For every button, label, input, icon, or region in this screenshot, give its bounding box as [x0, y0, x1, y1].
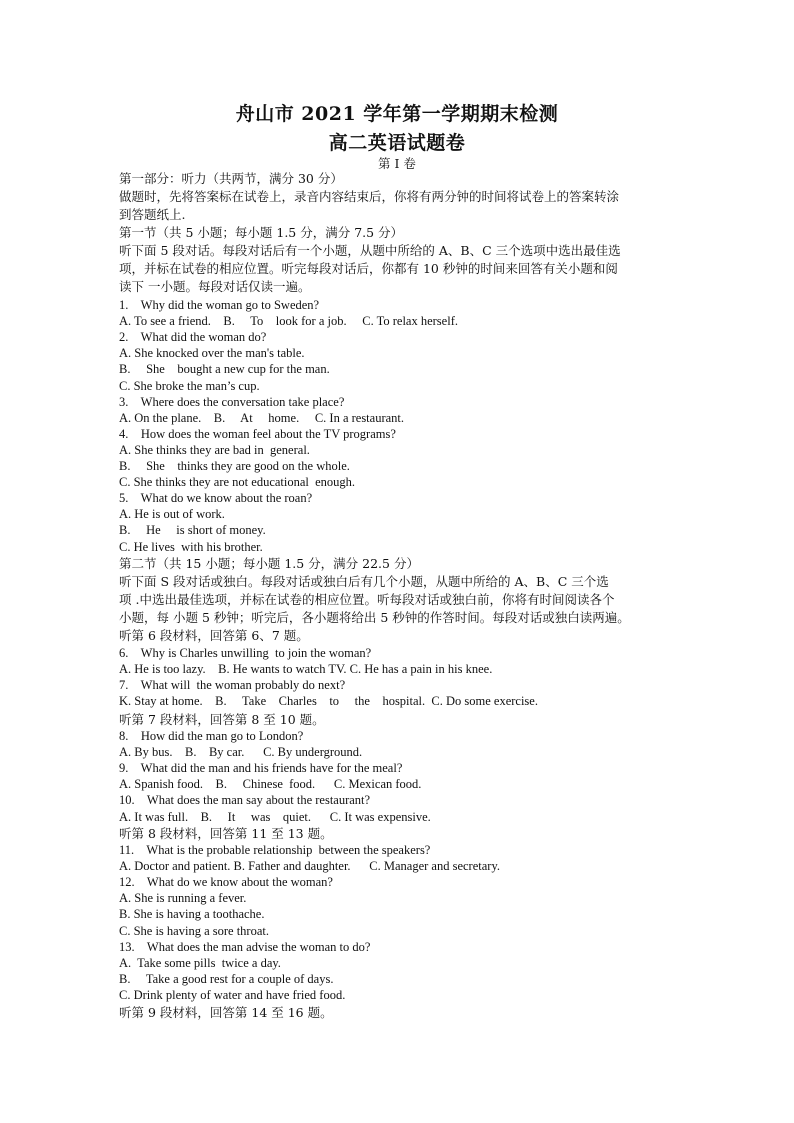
- question-line: 10. What does the man say about the restaurant?: [119, 793, 371, 808]
- options-line: A. She is running a fever.: [119, 891, 247, 906]
- options-line: A. Spanish food. B. Chinese food. C. Mexican food.: [119, 777, 422, 792]
- question-line: 9. What did the man and his friends have for the meal?: [119, 761, 403, 776]
- options-line: A. Take some pills twice a day.: [119, 955, 281, 970]
- material-9-heading: 听第 9 段材料，回答第 14 至 16 题。: [119, 1005, 333, 1020]
- question-line: 1. Why did the woman go to Sweden?: [119, 298, 320, 312]
- question-line: 12. What do we know about the woman?: [119, 875, 333, 890]
- options-line: B. She thinks they are good on the whole.: [119, 459, 350, 473]
- section-one-heading: 第一节（共 5 小题；每小题 1.5 分，满分 7.5 分）: [119, 225, 404, 240]
- section-two-instruction-line1: 听下面 S 段对话或独白。每段对话或独白后有几个小题，从题中所给的 A、B、C 三个选: [119, 574, 609, 589]
- volume-label: 第 I 卷: [378, 156, 416, 171]
- question-line: 6. Why is Charles unwilling to join the woman?: [119, 646, 372, 660]
- options-line: A. She thinks they are bad in general.: [119, 442, 310, 457]
- material-6-heading: 听第 6 段材料，回答第 6、7 题。: [119, 628, 309, 643]
- part-one-instruction-line2: 到答题纸上.: [119, 207, 186, 222]
- part-one-instruction-line1: 做题时，先将答案标在试卷上，录音内容结束后，你将有两分钟的时间将试卷上的答案转涂: [119, 189, 620, 204]
- options-line: C. She is having a sore throat.: [119, 923, 269, 938]
- options-line: C. She broke the man’s cup.: [119, 378, 260, 393]
- options-line: B. Take a good rest for a couple of days.: [119, 971, 334, 986]
- section-two-instruction-line2: 项 .中选出最佳选项，并标在试卷的相应位置。听每段对话或独白前，你将有时间阅读各个: [119, 592, 615, 607]
- section-one-instruction-line3: 读下 一小题。每段对话仅读一遍。: [119, 279, 311, 294]
- options-line: C. She thinks they are not educational enough.: [119, 475, 356, 490]
- question-line: 3. Where does the conversation take place?: [119, 394, 345, 409]
- question-line: 13. What does the man advise the woman to do?: [119, 939, 371, 954]
- question-line: 11. What is the probable relationship between the speakers?: [119, 843, 431, 857]
- question-line: 4. How does the woman feel about the TV programs?: [119, 426, 396, 441]
- options-line: B. She is having a toothache.: [119, 907, 265, 922]
- section-two-heading: 第二节（共 15 小题；每小题 1.5 分，满分 22.5 分）: [119, 556, 419, 571]
- section-one-instruction-line1: 听下面 5 段对话。每段对话后有一个小题，从题中所给的 A、B、C 三个选项中选出最佳选: [119, 243, 621, 258]
- options-line: A. It was full. B. It was quiet. C. It was expensive.: [119, 809, 431, 824]
- material-8-heading: 听第 8 段材料，回答第 11 至 13 题。: [119, 826, 333, 841]
- options-line: A. Doctor and patient. B. Father and daughter. C. Manager and secretary.: [119, 859, 501, 874]
- exam-title: 舟山市 2021 学年第一学期期末检测: [235, 103, 559, 125]
- material-7-heading: 听第 7 段材料，回答第 8 至 10 题。: [119, 712, 325, 727]
- question-line: 5. What do we know about the roan?: [119, 491, 313, 506]
- exam-subtitle: 高二英语试题卷: [328, 132, 466, 154]
- options-line: A. She knocked over the man's table.: [119, 346, 305, 361]
- options-line: C. Drink plenty of water and have fried food.: [119, 987, 346, 1002]
- options-line: A. By bus. B. By car. C. By underground.: [119, 745, 363, 760]
- options-line: A. To see a friend. B. To look for a job. C. To relax herself.: [119, 314, 458, 329]
- section-one-instruction-line2: 项，并标在试卷的相应位置。听完每段对话后，你都有 10 秒钟的时间来回答有关小题和阅: [119, 261, 618, 276]
- options-line: A. On the plane. B. At home. C. In a restaurant.: [119, 410, 405, 425]
- section-two-instruction-line3: 小题，每 小题 5 秒钟；听完后，各小题将给出 5 秒钟的作答时间。每段对话或独白读两遍。: [119, 610, 630, 625]
- question-line: 7. What will the woman probably do next?: [119, 678, 346, 693]
- question-line: 8. How did the man go to London?: [119, 729, 304, 743]
- options-line: B. He is short of money.: [119, 523, 266, 538]
- options-line: B. She bought a new cup for the man.: [119, 362, 330, 377]
- question-line: 2. What did the woman do?: [119, 330, 267, 345]
- options-line: C. He lives with his brother.: [119, 539, 263, 554]
- options-line: A. He is out of work.: [119, 507, 225, 522]
- part-one-heading: 第一部分：听力（共两节，满分 30 分）: [119, 171, 343, 186]
- options-line: A. He is too lazy. B. He wants to watch TV. C. He has a pain in his knee.: [119, 662, 493, 677]
- options-line: K. Stay at home. B. Take Charles to the hospital. C. Do some exercise.: [119, 694, 538, 709]
